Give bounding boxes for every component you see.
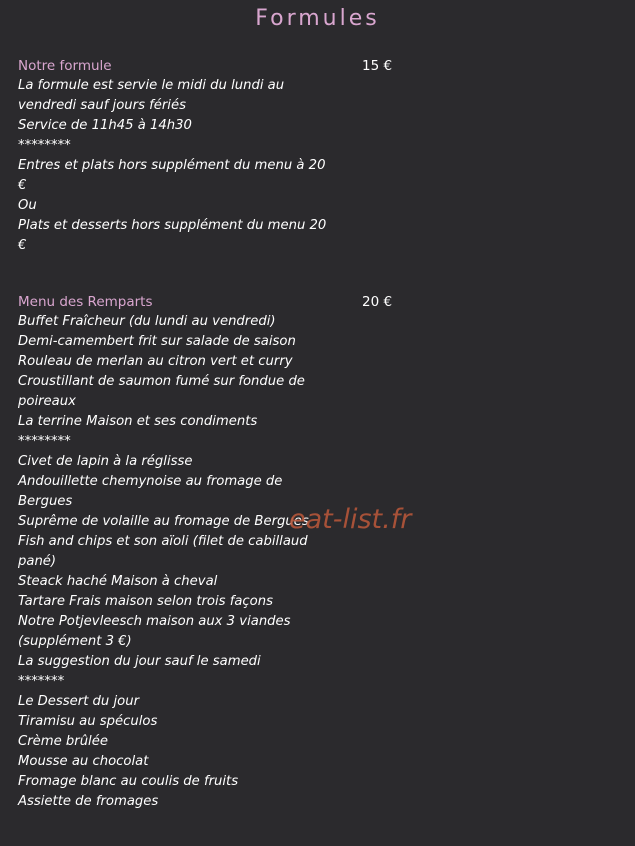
menu-line: ******** bbox=[18, 138, 71, 153]
menu-line: La terrine Maison et ses condiments bbox=[18, 414, 258, 429]
menu-line: Ou bbox=[18, 198, 37, 213]
menu-line: poireaux bbox=[18, 394, 76, 409]
menu-line: (supplément 3 €) bbox=[18, 634, 132, 649]
menu-line: € bbox=[18, 238, 27, 253]
menu-line: Croustillant de saumon fumé sur fondue de bbox=[18, 374, 305, 389]
page-title: Formules bbox=[255, 6, 380, 31]
menu-line: Service de 11h45 à 14h30 bbox=[18, 118, 192, 133]
menu-line: Rouleau de merlan au citron vert et curry bbox=[18, 354, 293, 369]
section-menu-des-remparts bbox=[18, 292, 618, 812]
menu-line: Assiette de fromages bbox=[18, 794, 159, 809]
menu-line: ******* bbox=[18, 674, 65, 689]
menu-line: Notre Potjevleesch maison aux 3 viandes bbox=[18, 614, 291, 629]
menu-line: Andouillette chemynoise au fromage de bbox=[18, 474, 283, 489]
menu-line: vendredi sauf jours fériés bbox=[18, 98, 186, 113]
menu-line: Buffet Fraîcheur (du lundi au vendredi) bbox=[18, 314, 276, 329]
menu-line: Bergues bbox=[18, 494, 73, 509]
menu-line: Tiramisu au spéculos bbox=[18, 714, 158, 729]
menu-line: Steack haché Maison à cheval bbox=[18, 574, 218, 589]
section-lines bbox=[18, 76, 327, 256]
menu-line: La formule est servie le midi du lundi au bbox=[18, 78, 285, 93]
section-name: Menu des Remparts bbox=[18, 294, 153, 310]
menu-line: ******** bbox=[18, 434, 71, 449]
menu-line: Entres et plats hors supplément du menu à 20 bbox=[18, 158, 326, 173]
menu-line: € bbox=[18, 178, 27, 193]
menu-line: Fromage blanc au coulis de fruits bbox=[18, 774, 239, 789]
section-notre-formule bbox=[18, 56, 618, 256]
menu-line: Plats et desserts hors supplément du menu 20 bbox=[18, 218, 327, 233]
menu-line: Demi-camembert frit sur salade de saison bbox=[18, 334, 296, 349]
section-price: 20 € bbox=[362, 294, 393, 310]
menu-line: Civet de lapin à la réglisse bbox=[18, 454, 193, 469]
section-name: Notre formule bbox=[18, 58, 112, 74]
watermark: eat-list.fr bbox=[289, 504, 412, 535]
section-header bbox=[18, 56, 618, 76]
section-price: 15 € bbox=[362, 58, 393, 74]
menu-line: Suprême de volaille au fromage de Bergues bbox=[18, 514, 309, 529]
menu-line: Fish and chips et son aïoli (filet de cabillaud bbox=[18, 534, 308, 549]
section-lines bbox=[18, 312, 318, 812]
menu-line: La suggestion du jour sauf le samedi bbox=[18, 654, 261, 669]
menu-line: Crème brûlée bbox=[18, 734, 108, 749]
menu-line: pané) bbox=[18, 554, 57, 569]
menu-line: Le Dessert du jour bbox=[18, 694, 139, 709]
menu-line: Tartare Frais maison selon trois façons bbox=[18, 594, 273, 609]
section-header bbox=[18, 292, 618, 312]
menu-line: Mousse au chocolat bbox=[18, 754, 149, 769]
